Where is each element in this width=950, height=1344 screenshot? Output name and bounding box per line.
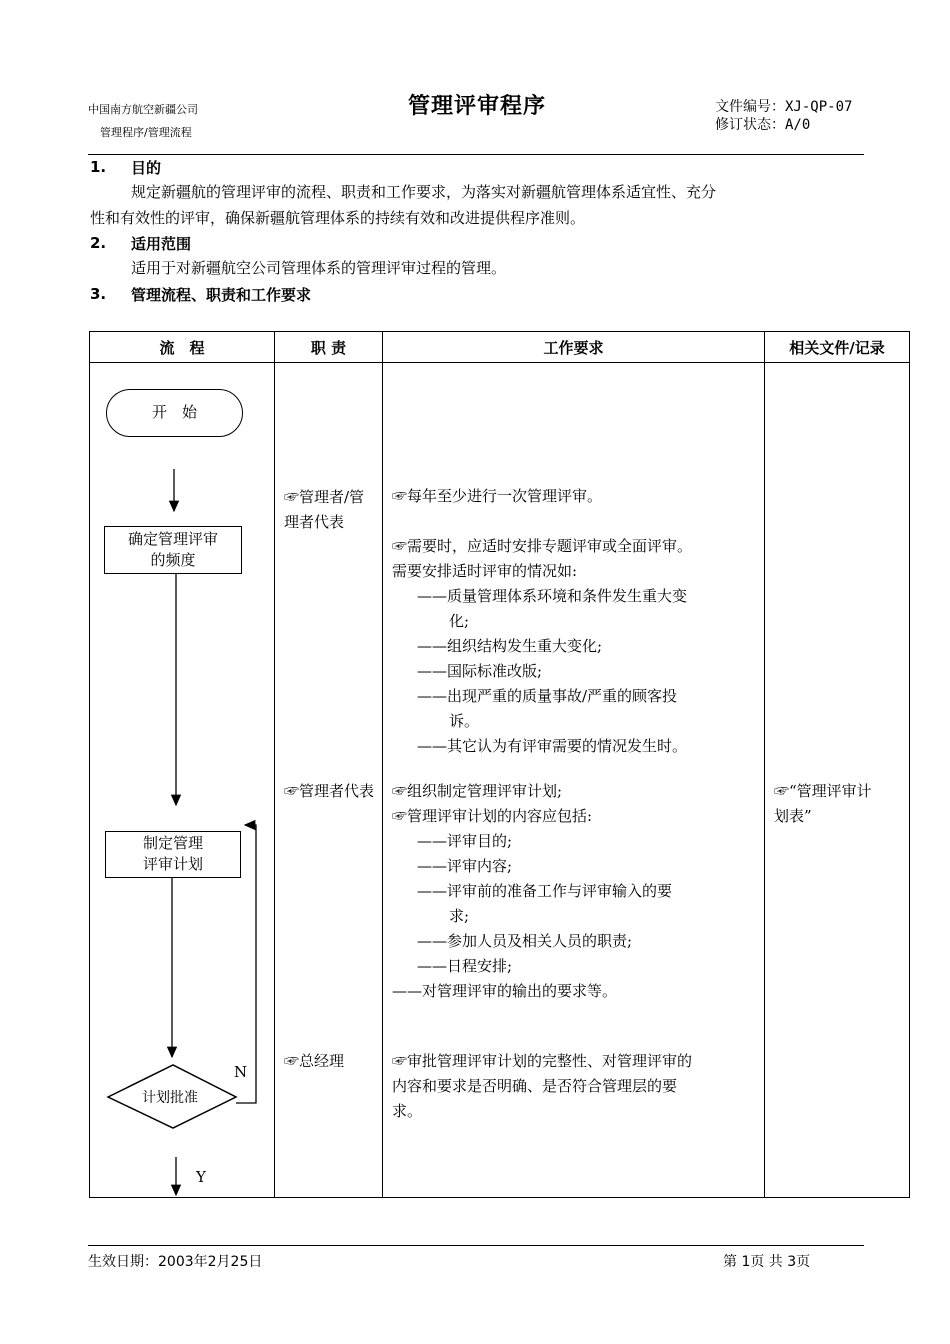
resp-2: ☞管理者代表 bbox=[284, 782, 375, 800]
section-1-text-line1: 规定新疆航的管理评审的流程、职责和工作要求，为落实对新疆航管理体系适宜性、充分 bbox=[131, 183, 717, 201]
page-title: 管理评审程序 bbox=[408, 94, 547, 119]
effective-date: 生效日期：2003年2月25日 bbox=[88, 1254, 263, 1270]
req-3-line5: ——评审前的准备工作与评审输入的要 bbox=[417, 882, 673, 900]
decision-label: 计划批准 bbox=[142, 1090, 198, 1106]
header-responsibility: 职 责 bbox=[275, 332, 383, 363]
header-requirements: 工作要求 bbox=[383, 332, 765, 363]
req-2-line3: ——质量管理体系环境和条件发生重大变 bbox=[417, 587, 688, 605]
req-3-line3: ——评审目的; bbox=[417, 832, 513, 850]
header-divider bbox=[88, 154, 864, 155]
document-number: 文件编号：XJ-QP-07 bbox=[715, 99, 853, 115]
req-2-line5: ——组织结构发生重大变化; bbox=[417, 637, 603, 655]
step2-label-line2: 评审计划 bbox=[142, 855, 203, 873]
req-3-line1: ☞组织制定管理评审计划; bbox=[392, 782, 563, 800]
record-1-line2: 划表” bbox=[774, 807, 812, 825]
process-table bbox=[89, 331, 910, 1198]
req-3-line6: 求; bbox=[449, 907, 470, 925]
req-3-line4: ——评审内容; bbox=[417, 857, 513, 875]
section-1-title: 目的 bbox=[131, 159, 162, 177]
req-4-line3: 求。 bbox=[392, 1102, 423, 1120]
header-flow: 流 程 bbox=[90, 332, 275, 363]
req-2-line6: ——国际标准改版; bbox=[417, 662, 543, 680]
section-1-text-line2: 性和有效性的评审，确保新疆航管理体系的持续有效和改进提供程序准则。 bbox=[90, 209, 586, 227]
start-node bbox=[106, 389, 243, 437]
req-4-line2: 内容和要求是否明确、是否符合管理层的要 bbox=[392, 1077, 678, 1095]
step1-label-line1: 确定管理评审 bbox=[127, 530, 218, 548]
section-2-title: 适用范围 bbox=[131, 235, 192, 253]
req-2-line7: ——出现严重的质量事故/严重的顾客投 bbox=[417, 687, 678, 705]
req-3-line8: ——日程安排; bbox=[417, 957, 513, 975]
req-2-line2: 需要安排适时评审的情况如: bbox=[392, 562, 578, 580]
responsibility-cell bbox=[275, 363, 383, 1198]
section-2-number: 2. bbox=[90, 234, 107, 252]
req-3-line7: ——参加人员及相关人员的职责; bbox=[417, 932, 633, 950]
resp-3: ☞总经理 bbox=[284, 1052, 345, 1070]
table-header-row bbox=[90, 332, 910, 363]
req-2-line8: 诉。 bbox=[449, 712, 480, 730]
company-name: 中国南方航空新疆公司 bbox=[88, 103, 198, 116]
req-3-line9: ——对管理评审的输出的要求等。 bbox=[392, 982, 618, 1000]
start-label: 开 始 bbox=[151, 403, 197, 421]
step-make-plan bbox=[105, 831, 241, 878]
req-4-line1: ☞审批管理评审计划的完整性、对管理评审的 bbox=[392, 1052, 693, 1070]
footer-divider bbox=[88, 1245, 864, 1246]
section-3-title: 管理流程、职责和工作要求 bbox=[131, 286, 312, 304]
req-1-line1: ☞每年至少进行一次管理评审。 bbox=[392, 487, 603, 505]
req-2-line9: ——其它认为有评审需要的情况发生时。 bbox=[417, 737, 688, 755]
flow-cell bbox=[90, 363, 275, 1198]
resp-1-line1: ☞管理者/管 bbox=[284, 488, 365, 506]
req-2-line4: 化; bbox=[449, 612, 470, 630]
req-3-line2: ☞管理评审计划的内容应包括: bbox=[392, 807, 593, 825]
yes-label: Y bbox=[196, 1168, 206, 1186]
document-category: 管理程序/管理流程 bbox=[100, 126, 192, 139]
req-2-line1: ☞需要时，应适时安排专题评审或全面评审。 bbox=[392, 537, 693, 555]
record-1-line1: ☞“管理评审计 bbox=[774, 782, 872, 800]
table-body-row bbox=[90, 363, 910, 1198]
requirements-cell bbox=[383, 363, 765, 1198]
page-number: 第 1页 共 3页 bbox=[723, 1254, 811, 1270]
step-determine-frequency bbox=[104, 526, 242, 574]
section-2-text: 适用于对新疆航空公司管理体系的管理评审过程的管理。 bbox=[131, 259, 507, 277]
section-1-number: 1. bbox=[90, 158, 107, 176]
header-records: 相关文件/记录 bbox=[765, 332, 910, 363]
records-cell bbox=[765, 363, 910, 1198]
revision-status: 修订状态：A/0 bbox=[715, 117, 811, 133]
step1-label-line2: 的频度 bbox=[150, 551, 196, 569]
section-3-number: 3. bbox=[90, 285, 107, 303]
no-label: N bbox=[234, 1063, 248, 1081]
resp-1-line2: 理者代表 bbox=[284, 513, 345, 531]
step2-label-line1: 制定管理 bbox=[142, 834, 203, 852]
